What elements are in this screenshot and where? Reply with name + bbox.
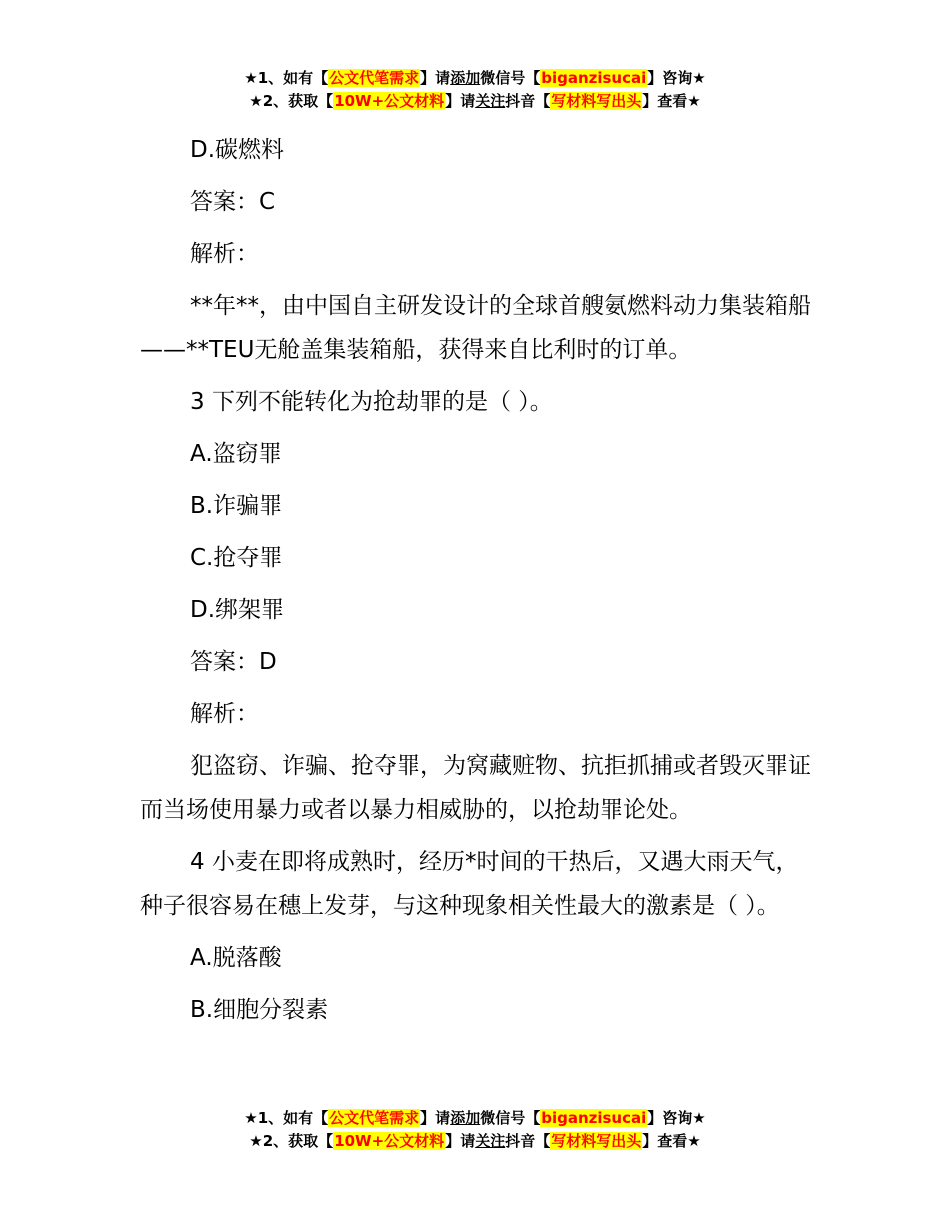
answer: 答案：C <box>190 189 276 215</box>
underlined-follow: 关注 <box>475 1132 506 1150</box>
analysis-text: **年**，由中国自主研发设计的全球首艘氨燃料动力集装箱船——**TEU无舱盖集装箱船，获得来自比利时的订单。 <box>140 293 811 363</box>
option-d: D.碳燃料 <box>190 137 285 163</box>
option-c: C.抢夺罪 <box>190 545 283 571</box>
underlined-follow: 关注 <box>475 92 506 110</box>
highlight-materials: 10W+公文材料 <box>334 92 445 110</box>
option-a: A.盗窃罪 <box>190 441 282 467</box>
answer: 答案：D <box>190 649 277 675</box>
underlined-add: 添加 <box>450 1109 481 1127</box>
highlight-ghostwriting: 公文代笔需求 <box>329 1109 420 1127</box>
footer-banner-line-1: ★1、如有【公文代笔需求】请添加微信号【biganzisucai】咨询★ <box>244 1109 706 1127</box>
document-body <box>140 120 812 1032</box>
option-b: B.诈骗罪 <box>190 493 283 519</box>
analysis-label: 解析： <box>190 241 259 267</box>
header-banner-line-2: ★2、获取【10W+公文材料】请关注抖音【写材料写出头】查看★ <box>249 92 701 110</box>
highlight-ghostwriting: 公文代笔需求 <box>329 69 420 87</box>
highlight-wechat-id: biganzisucai <box>541 1109 647 1127</box>
highlight-materials: 10W+公文材料 <box>334 1132 445 1150</box>
header-banner <box>0 67 950 113</box>
highlight-douyin-account: 写材料写出头 <box>551 1132 642 1150</box>
question-4: 4 小麦在即将成熟时，经历*时间的干热后，又遇大雨天气，种子很容易在穗上发芽，与这种现象相关性最大的激素是（ ）。 <box>140 849 799 919</box>
underlined-add: 添加 <box>450 69 481 87</box>
footer-banner-line-2: ★2、获取【10W+公文材料】请关注抖音【写材料写出头】查看★ <box>249 1132 701 1150</box>
option-a: A.脱落酸 <box>190 945 282 971</box>
header-banner-line-1: ★1、如有【公文代笔需求】请添加微信号【biganzisucai】咨询★ <box>244 69 706 87</box>
option-b: B.细胞分裂素 <box>190 997 329 1023</box>
highlight-wechat-id: biganzisucai <box>541 69 647 87</box>
highlight-douyin-account: 写材料写出头 <box>551 92 642 110</box>
analysis-text: 犯盗窃、诈骗、抢夺罪，为窝藏赃物、抗拒抓捕或者毁灭罪证而当场使用暴力或者以暴力相威胁的，以抢劫罪论处。 <box>140 753 811 823</box>
footer-banner <box>0 1107 950 1153</box>
question-3: 3 下列不能转化为抢劫罪的是（ ）。 <box>190 389 553 415</box>
option-d: D.绑架罪 <box>190 597 285 623</box>
analysis-label: 解析： <box>190 701 259 727</box>
